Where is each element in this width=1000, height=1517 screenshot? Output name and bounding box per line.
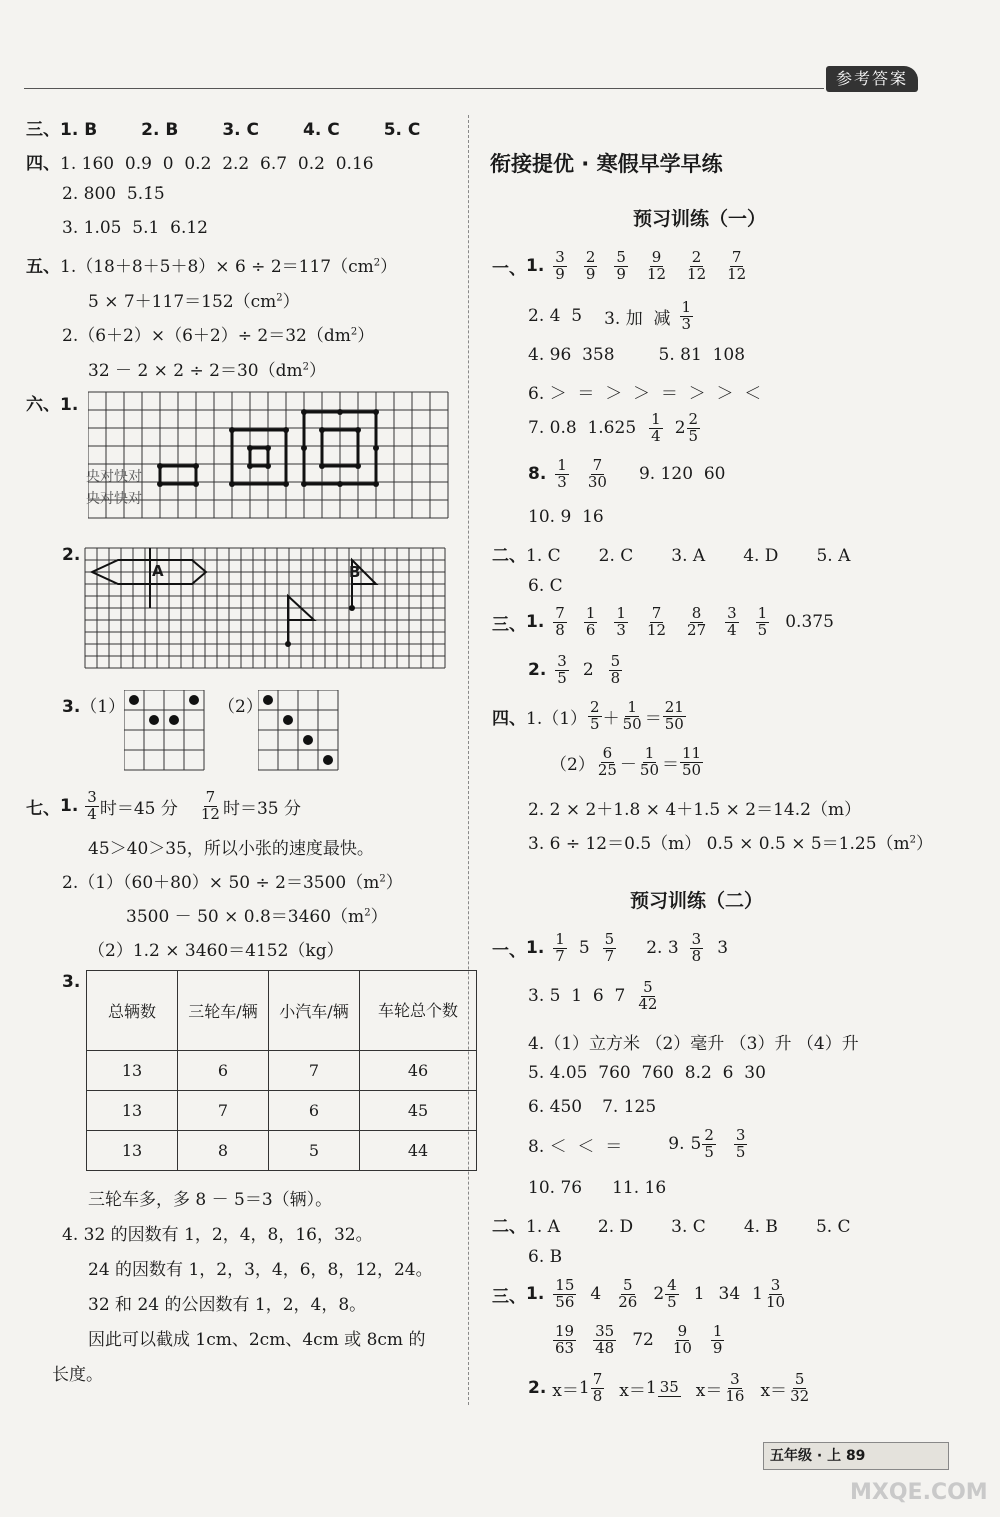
answer-line: 1.（18＋8＋5＋8）× 6 ÷ 2＝117（cm	[60, 257, 374, 277]
p2-san-2: 2. x＝ 1 $\frac{7}{8}$ x＝ 1 35 x＝ $\frac{3}{16}$ x＝ $\frac{5}{32}$	[528, 1370, 810, 1405]
page-title: 衔接提优 · 寒假早学早练	[490, 152, 723, 176]
answer-line: $3500 - 50 \times 0.8=3460(m^2)$	[126, 907, 388, 927]
p2-yi-3: 3. 5 1 6 7 $\frac{5}{42}$	[528, 978, 658, 1013]
answer-line: 长度。	[52, 1365, 103, 1385]
answer-item: 3. C	[222, 120, 260, 140]
faint-stamp: 央对快对	[86, 491, 142, 507]
answer-line: $5 \times 7+117=152(cm^2)$	[88, 292, 300, 312]
table-row: 13 8 5 44	[87, 1131, 477, 1171]
p1-yi-6: 6. ＞ ＝ ＞ ＞ ＝ ＞ ＞ ＜	[528, 384, 762, 404]
section-qi: 七、 1. $\frac{3}{4}$ 时＝45 分 $\frac{7}{12}$ 时＝35 分	[26, 788, 302, 823]
answer-line: 32 和 24 的公因数有 1，2，4，8。	[88, 1295, 367, 1315]
table-row: 13 7 6 45	[87, 1091, 477, 1131]
section-san: 三、1. B 2. B 3. C 4. C 5. C	[26, 120, 421, 140]
p2-yi-5: 5. 4.05 760 760 8.2 6 30	[528, 1063, 766, 1083]
p2-yi-4: 4.（1）立方米 （2）毫升 （3）升 （4）升	[528, 1034, 859, 1054]
p2-er-6: 6. B	[528, 1247, 563, 1267]
answer-line: 1. 160 0.9 0 0.2 2.2 6.7 0.2 0.16	[60, 154, 374, 174]
p1-si-3: 3. 6 ÷ 12＝0.5（m） $0.5 \times 0.5 \times 5=1.25(m^2)$	[528, 834, 934, 854]
answer-line: 45＞40＞35，所以小张的速度最快。	[88, 839, 374, 859]
answer-line: $2.(6+2)\times(6+2)\div 2=32(dm^2)$	[62, 326, 375, 346]
column-divider	[468, 115, 469, 1405]
p2-er: 二、1. A 2. D 3. C 4. B 5. C	[492, 1217, 851, 1237]
answer-line: $32 - 2 \times 2 \div 2=30(dm^2)$	[88, 361, 326, 381]
answer-line: 因此可以截成 1cm、2cm、4cm 或 8cm 的	[88, 1330, 426, 1350]
answer-line: （2）1.2 × 3460＝4152（kg）	[88, 941, 344, 961]
p1-yi-8: 8. $\frac{1}{3}$ $\frac{7}{30}$ 9. 120 60	[528, 456, 726, 491]
p1-yi-7: 7. 0.8 1.625 $\frac{1}{4}$ 2 $\frac{2}{5}$	[528, 410, 699, 445]
answer-item: 1. B	[60, 120, 98, 140]
section-title-2: 预习训练（二）	[630, 890, 764, 912]
p1-si-1b: （2） $\frac{6}{25}$ － $\frac{1}{50}$ ＝ $\frac{11}{50}$	[550, 744, 702, 779]
p1-er: 二、1. C 2. C 3. A 4. D 5. A	[492, 546, 851, 566]
p2-yi-8: 8. ＜ ＜ ＝ 9. 5 $\frac{2}{5}$ $\frac{3}{5}$	[528, 1126, 746, 1161]
answer-line: 三轮车多，多 8 － 5＝3（辆）。	[88, 1190, 333, 1210]
mark-a: A	[152, 562, 164, 580]
p1-san-1: 三、 1. $\frac{7}{8}$ $\frac{1}{6}$ $\frac{1}{3}$ $\frac{7}{12}$ $\frac{8}{27}$ $\frac{3}{4}$ $\frac{1}{5}$ 0.375	[492, 604, 834, 639]
p2-yi-1: 一、 1. $\frac{1}{7}$ 5 $\frac{5}{7}$ 2. 3 $\frac{3}{8}$ 3	[492, 930, 729, 965]
answer-table	[86, 970, 477, 1171]
answer-item: 2. B	[141, 120, 179, 140]
p2-san-1: 三、 1. $\frac{15}{56}$ 4 $\frac{5}{26}$ 2 $\frac{4}{5}$ 1 34 1 $\frac{3}{10}$	[492, 1276, 786, 1311]
section-si: 四、1. 160 0.9 0 0.2 2.2 6.7 0.2 0.16	[26, 154, 374, 174]
p2-yi-10: 10. 76 11. 16	[528, 1178, 667, 1198]
answer-line: $2.(1)(60+80)\times 50 \div 2=3500(m^2)$	[62, 873, 403, 893]
p1-yi-2: 2. 4 5 3. 加 减 $\frac{1}{3}$	[528, 298, 692, 333]
answer-line: 24 的因数有 1，2，3，4，6，8，12，24。	[88, 1260, 433, 1280]
answer-line: 3. 1.05 5.1 6.12	[62, 218, 208, 238]
p1-yi-1: 一、 1. $\frac{3}{9}$ $\frac{2}{9}$ $\frac{5}{9}$ $\frac{9}{12}$ $\frac{2}{12}$ $\frac{7}{12}$	[492, 248, 747, 283]
answer-item: 5. C	[383, 120, 421, 140]
answer-badge: 参考答案	[826, 66, 918, 92]
answer-item: 4. C	[303, 120, 340, 140]
table-header: 三轮车/辆	[178, 971, 269, 1051]
section-wu: 五、$1.(18+8+5+8)\times 6 \div 2=117(cm^2)$	[26, 257, 398, 277]
p1-yi-10: 10. 9 16	[528, 507, 604, 527]
header-rule	[24, 88, 824, 89]
table-header: 小汽车/辆	[269, 971, 360, 1051]
grid-figure-2	[82, 545, 452, 675]
section-liu: 六、1.	[26, 395, 79, 415]
faint-stamp: 央对快对	[86, 469, 142, 485]
p1-yi-4: 4. 96 358 5. 81 108	[528, 345, 746, 365]
p2-san-1b: $\frac{19}{63}$ $\frac{35}{48}$ 72 $\frac{9}{10}$ $\frac{1}{9}$	[555, 1322, 723, 1357]
table-header: 总辆数	[87, 971, 178, 1051]
p2-yi-6: 6. 450 7. 125	[528, 1097, 657, 1117]
p1-si-1: 四、 1.（1） $\frac{2}{5}$ ＋ $\frac{1}{50}$ ＝ $\frac{21}{50}$	[492, 698, 684, 733]
watermark: MXQE.COM	[850, 1480, 988, 1505]
dot-grid-2	[258, 690, 340, 772]
answer-line: 2. 800 5.1̇5̇	[62, 184, 165, 204]
page-footer: 五年级 · 上 89	[763, 1442, 949, 1470]
table-row: 13 6 7 46	[87, 1051, 477, 1091]
answer-line: 4. 32 的因数有 1，2，4，8，16，32。	[62, 1225, 373, 1245]
mark-b: B	[349, 563, 361, 581]
dot-grid-1	[124, 690, 206, 772]
p1-si-2: 2. 2 × 2＋1.8 × 4＋1.5 × 2＝14.2（m）	[528, 800, 862, 820]
p1-er-6: 6. C	[528, 576, 563, 596]
section-title-1: 预习训练（一）	[633, 208, 767, 230]
p1-san-2: 2. $\frac{3}{5}$ 2 $\frac{5}{8}$	[528, 652, 621, 687]
table-header: 车轮总个数	[360, 971, 477, 1051]
grid-figure-1	[88, 388, 450, 522]
